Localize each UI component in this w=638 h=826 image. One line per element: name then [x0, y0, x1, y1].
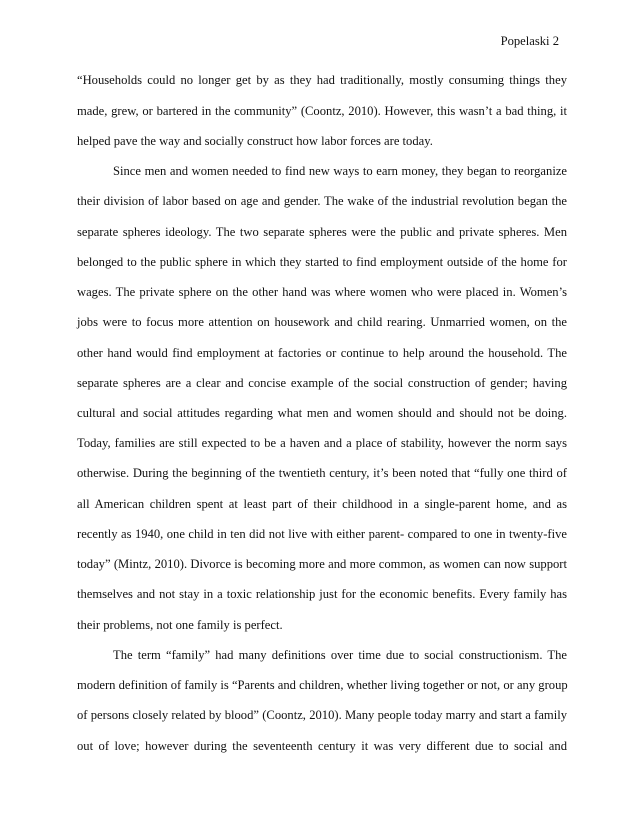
body-line: otherwise. During the beginning of the twentieth century, it’s been noted that “fully one third of [77, 466, 567, 480]
body-line: belonged to the public sphere in which they started to find employment outside of the home for [77, 255, 567, 269]
body-line: Today, families are still expected to be a haven and a place of stability, however the norm says [77, 436, 567, 450]
body-line: themselves and not stay in a toxic relationship just for the economic benefits. Every family has [77, 587, 567, 601]
body-line: The term “family” had many definitions over time due to social constructionism. The [113, 648, 567, 662]
body-line: made, grew, or bartered in the community” (Coontz, 2010). However, this wasn’t a bad thing, it [77, 104, 567, 118]
body-line: jobs were to focus more attention on housework and child rearing. Unmarried women, on the [77, 315, 567, 329]
body-line: other hand would find employment at factories or continue to help around the household. The [77, 346, 567, 360]
running-head: Popelaski 2 [500, 34, 559, 48]
body-line: their division of labor based on age and gender. The wake of the industrial revolution began the [77, 194, 567, 208]
body-line: out of love; however during the seventeenth century it was very different due to social and [77, 739, 567, 753]
body-line: modern definition of family is “Parents and children, whether living together or not, or any group [77, 678, 568, 692]
body-line: “Households could no longer get by as they had traditionally, mostly consuming things they [77, 73, 567, 87]
body-line: wages. The private sphere on the other hand was where women who were placed in. Women’s [77, 285, 567, 299]
body-line: cultural and social attitudes regarding what men and women should and should not be doing. [77, 406, 567, 420]
body-line: recently as 1940, one child in ten did not live with either parent- compared to one in twenty-five [77, 527, 567, 541]
body-line: of persons closely related by blood” (Coontz, 2010). Many people today marry and start a family [77, 708, 567, 722]
body-line: today” (Mintz, 2010). Divorce is becoming more and more common, as women can now support [77, 557, 567, 571]
body-line: separate spheres ideology. The two separate spheres were the public and private spheres. Men [77, 225, 567, 239]
body-line: Since men and women needed to find new ways to earn money, they began to reorganize [113, 164, 567, 178]
body-line: all American children spent at least part of their childhood in a single-parent home, and as [77, 497, 567, 511]
body-line: helped pave the way and socially construct how labor forces are today. [77, 134, 433, 148]
body-line: separate spheres are a clear and concise example of the social construction of gender; having [77, 376, 567, 390]
body-line: their problems, not one family is perfect. [77, 618, 283, 632]
